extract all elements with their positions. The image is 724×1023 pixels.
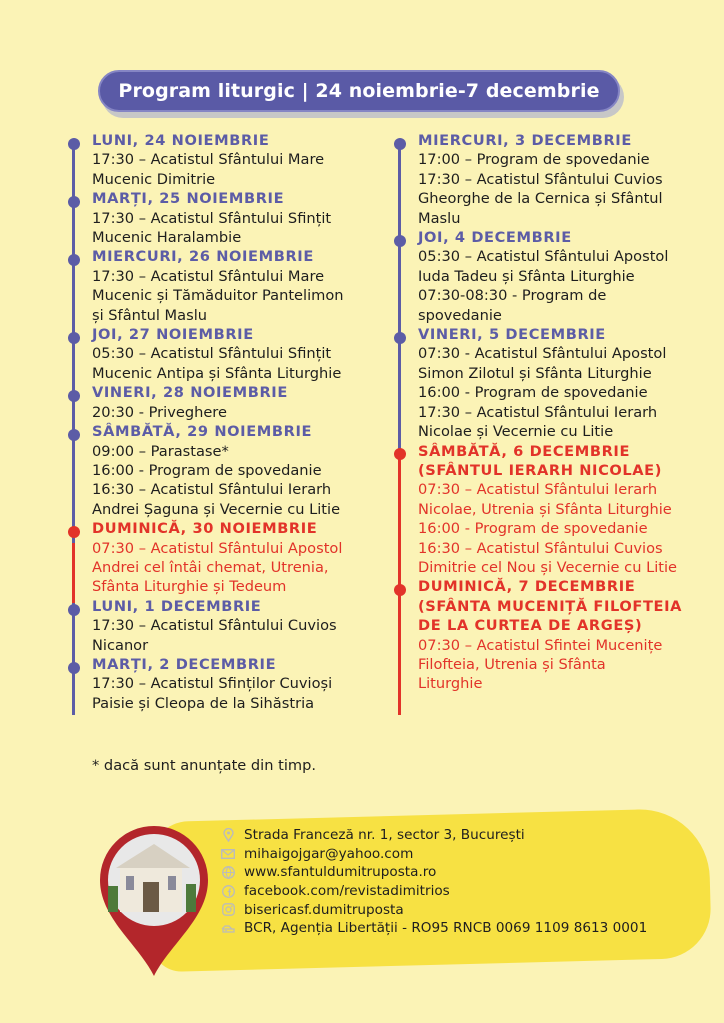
day-heading: DUMINICĂ, 30 NOIEMBRIE [92,520,318,538]
contact-website [218,863,647,882]
timeline-dot [68,332,80,344]
day-heading: MARȚI, 2 DECEMBRIE [92,655,277,673]
schedule-day-block [92,597,392,655]
schedule-line: Mucenic Haralambie [92,229,242,247]
schedule-line: 16:00 - Program de spovedanie [418,384,648,402]
schedule-line: 07:30 – Acatistul Sfântului Apostol [92,539,343,557]
schedule-line: Mucenic și Tămăduitor Pantelimon [92,287,344,305]
schedule-line: 16:00 - Program de spovedanie [92,461,322,479]
schedule-line: Mucenic Dimitrie [92,170,216,188]
timeline-line-right-blue [398,143,401,453]
schedule-left-column [92,131,392,713]
schedule-line: 17:30 – Acatistul Sfântului Mare [92,267,325,285]
timeline-dot [68,526,80,538]
mail-icon [218,849,238,859]
schedule-line: Paisie și Cleopa de la Sihăstria [92,694,315,712]
schedule-line: 17:30 – Acatistul Sfântului Cuvios [92,617,337,635]
schedule-line: Sfânta Liturghie și Tedeum [92,578,287,596]
location-pin-icon [218,828,238,842]
timeline-line-left-blue-2 [72,603,75,715]
day-heading: LUNI, 1 DECEMBRIE [92,597,262,615]
schedule-line: 17:30 – Acatistul Sfântului Ierarh [418,403,658,421]
schedule-line: 05:30 – Acatistul Sfântului Sfințit [92,345,332,363]
schedule-day-block [92,383,392,422]
schedule-line: 16:30 – Acatistul Sfântului Ierarh [92,481,332,499]
schedule-day-block [418,325,708,441]
instagram-link[interactable]: bisericasf.dumitruposta [244,901,404,918]
schedule-line: Dimitrie cel Nou și Vecernie cu Litie [418,558,678,576]
schedule-day-block [92,519,392,597]
day-heading: JOI, 4 DECEMBRIE [418,229,572,247]
schedule-day-block [418,577,708,693]
instagram-icon [218,903,238,916]
timeline-dot [394,138,406,150]
schedule-line: Nicolae și Vecernie cu Litie [418,423,614,441]
schedule-line: Mucenic Antipa și Sfânta Liturghie [92,364,342,382]
schedule-line: 17:30 – Acatistul Sfântului Sfințit [92,209,332,227]
day-heading: VINERI, 5 DECEMBRIE [418,326,606,344]
schedule-day-block [418,442,708,578]
timeline-line-left-red [72,543,75,603]
timeline-dot [68,254,80,266]
schedule-line: Maslu [418,209,461,227]
globe-icon [218,866,238,879]
timeline-dot [68,662,80,674]
day-heading: MIERCURI, 26 NOIEMBRIE [92,248,314,266]
contact-address: Strada Franceză nr. 1, sector 3, București [218,826,647,845]
schedule-line: 16:00 - Program de spovedanie [418,520,648,538]
schedule-line: Filofteia, Utrenia și Sfânta [418,655,606,673]
day-heading: MARȚI, 25 NOIEMBRIE [92,190,285,208]
day-heading: MIERCURI, 3 DECEMBRIE [418,132,632,149]
schedule-line: 17:30 – Acatistul Sfântului Cuvios [418,170,663,188]
day-heading: SÂMBĂTĂ, 29 NOIEMBRIE [92,423,313,441]
schedule-line: și Sfântul Maslu [92,306,207,324]
schedule-line: Iuda Tadeu și Sfânta Liturghie [418,267,635,285]
timeline-dot [68,196,80,208]
schedule-line: Andrei Șaguna și Vecernie cu Litie [92,500,341,518]
schedule-line: 07:30 - Acatistul Sfântului Apostol [418,345,667,363]
schedule-line: 17:00 – Program de spovedanie [418,151,650,169]
schedule-day-block [92,325,392,383]
contact-bank: BCR, Agenția Libertății - RO95 RNCB 0069 1109 8613 0001 [218,919,647,938]
schedule-line: spovedanie [418,306,502,324]
timeline-dot [394,235,406,247]
timeline-dot [394,332,406,344]
church-location-pin [98,826,210,978]
contact-facebook [218,882,647,901]
schedule-day-block [92,131,392,189]
timeline-dot [68,604,80,616]
contact-email [218,845,647,864]
timeline-dot [394,584,406,596]
schedule-line: Simon Zilotul și Sfânta Liturghie [418,364,652,382]
schedule-line: Liturghie [418,675,483,693]
timeline-dot [394,448,406,460]
day-heading: SÂMBĂTĂ, 6 DECEMBRIE (SFÂNTUL IERARH NICOLAE) [418,442,663,479]
schedule-day-block [418,228,708,325]
day-heading: VINERI, 28 NOIEMBRIE [92,384,288,402]
timeline-dot [68,429,80,441]
schedule-line: 05:30 – Acatistul Sfântului Apostol [418,248,669,266]
schedule-line: 07:30-08:30 - Program de [418,287,607,305]
schedule-day-block [92,422,392,519]
day-heading: LUNI, 24 NOIEMBRIE [92,132,270,149]
page-title-text: Program liturgic | 24 noiembrie-7 decembrie [118,80,600,102]
schedule-day-block [418,131,708,228]
facebook-link[interactable]: facebook.com/revistadimitrios [244,883,450,900]
schedule-day-block [92,189,392,247]
schedule-right-column [418,131,708,694]
schedule-day-block [92,655,392,713]
website-link[interactable]: www.sfantuldumitruposta.ro [244,864,437,881]
day-heading: JOI, 27 NOIEMBRIE [92,326,254,344]
schedule-line: 09:00 – Parastase* [92,442,229,460]
schedule-line: 20:30 - Priveghere [92,403,227,421]
timeline-dot [68,138,80,150]
bank-card-icon [218,922,238,934]
schedule-line: 07:30 – Acatistul Sfântului Ierarh [418,481,658,499]
schedule-line: 16:30 – Acatistul Sfântului Cuvios [418,539,663,557]
email-link[interactable]: mihaigojgar@yahoo.com [244,845,414,862]
page-title [98,70,620,112]
facebook-icon [218,885,238,898]
footnote: * dacă sunt anunțate din timp. [92,757,317,774]
day-heading: DUMINICĂ, 7 DECEMBRIE (SFÂNTA MUCENIȚĂ FILOFTEIA DE LA CURTEA DE ARGEȘ) [418,578,683,635]
schedule-line: 17:30 – Acatistul Sfinților Cuvioși [92,675,333,693]
schedule-line: Nicolae, Utrenia și Sfânta Liturghie [418,500,672,518]
contact-instagram [218,900,647,919]
schedule-line: 17:30 – Acatistul Sfântului Mare [92,151,325,169]
schedule-line: 07:30 – Acatistul Sfintei Mucenițe [418,636,663,654]
timeline-dot [68,390,80,402]
schedule-line: Andrei cel întâi chemat, Utrenia, [92,558,329,576]
contact-info [218,826,647,938]
schedule-line: Nicanor [92,636,149,654]
schedule-day-block [92,247,392,325]
schedule-line: Gheorghe de la Cernica și Sfântul [418,190,663,208]
